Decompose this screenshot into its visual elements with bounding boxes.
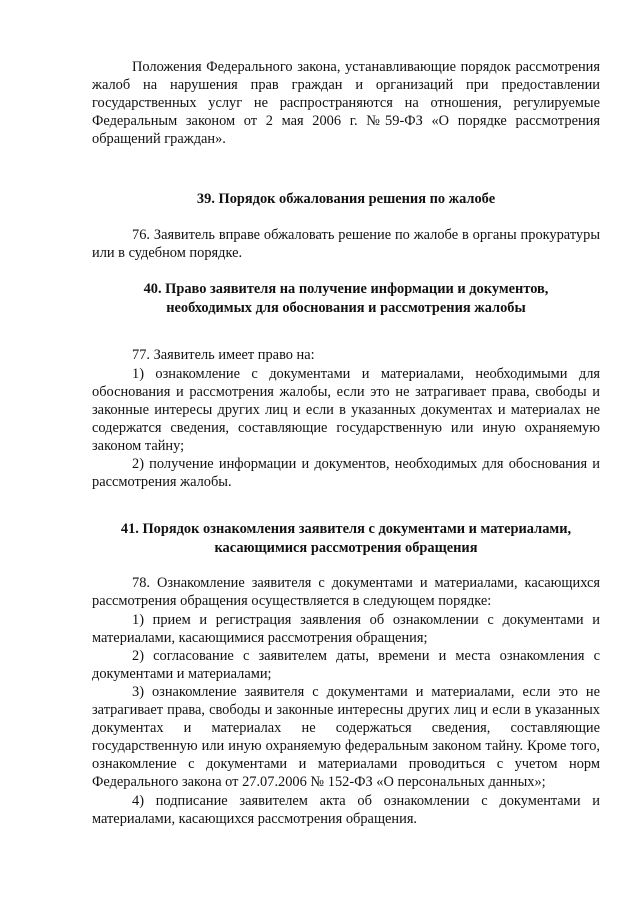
section-40-heading-line1: 40. Право заявителя на получение информации и документов, (143, 281, 549, 298)
paragraph-78-item-1: 1) прием и регистрация заявления об ознакомлении с документами и материалами, касающимися рассмотрения обращения; (92, 611, 600, 646)
section-40-heading (92, 280, 600, 317)
intro-paragraph: Положения Федерального закона, устанавливающие порядок рассмотрения жалоб на нарушения прав граждан и организаций при предоставлении государственных услуг не распространяются на отношения, регулируемые Федеральным законом от 2 мая 2006 г. №59-ФЗ «О порядке рассмотрения обращений граждан». (92, 59, 600, 148)
paragraph-77-item-2: 2) получение информации и документов, необходимых для обоснования и рассмотрения жалобы. (92, 456, 600, 491)
paragraph-78: 78. Ознакомление заявителя с документами и материалами, касающихся рассмотрения обращения осуществляется в следующем порядке: (92, 575, 600, 610)
paragraph-77-item-1: 1) ознакомление с документами и материалами, необходимыми для обоснования и рассмотрения жалобы, если это не затрагивает права, свободы и законные интересы других лиц и если в указанных документах и материалах не содержатся сведения, составляющие государственную или иную охраняемую законом тайну; (92, 365, 600, 454)
section-40-heading-line2: необходимых для обоснования и рассмотрения жалобы (166, 299, 526, 316)
paragraph-78-item-4: 4) подписание заявителем акта об ознакомлении с документами и материалами, касающихся рассмотрения обращения. (92, 792, 600, 827)
document-page (92, 58, 600, 828)
paragraph-77: 77. Заявитель имеет право на: (132, 347, 315, 364)
section-39-heading: 39. Порядок обжалования решения по жалобе (196, 191, 496, 208)
paragraph-76: 76. Заявитель вправе обжаловать решение по жалобе в органы прокуратуры или в судебном порядке. (92, 227, 600, 262)
section-41-heading-line1: 41. Порядок ознакомления заявителя с документами и материалами, (120, 521, 572, 538)
section-41-heading-line2: касающимися рассмотрения обращения (214, 539, 478, 556)
paragraph-78-item-3: 3) ознакомление заявителя с документами и материалами, если это не затрагивает права, свободы и законные интересны других лиц и если в указанных документах и материалах не содержаться сведения, составляющие государственную или иную охраняемую федеральным законом тайну. Кроме того, ознакомление с документами и материалами проводиться с учетом норм Федерального закона от 27.07.2006 № 152-ФЗ «О персональных данных»; (92, 683, 600, 791)
section-41-heading (92, 520, 600, 557)
paragraph-78-item-2: 2) согласование с заявителем даты, времени и места ознакомления с документами и материалами; (92, 647, 600, 682)
